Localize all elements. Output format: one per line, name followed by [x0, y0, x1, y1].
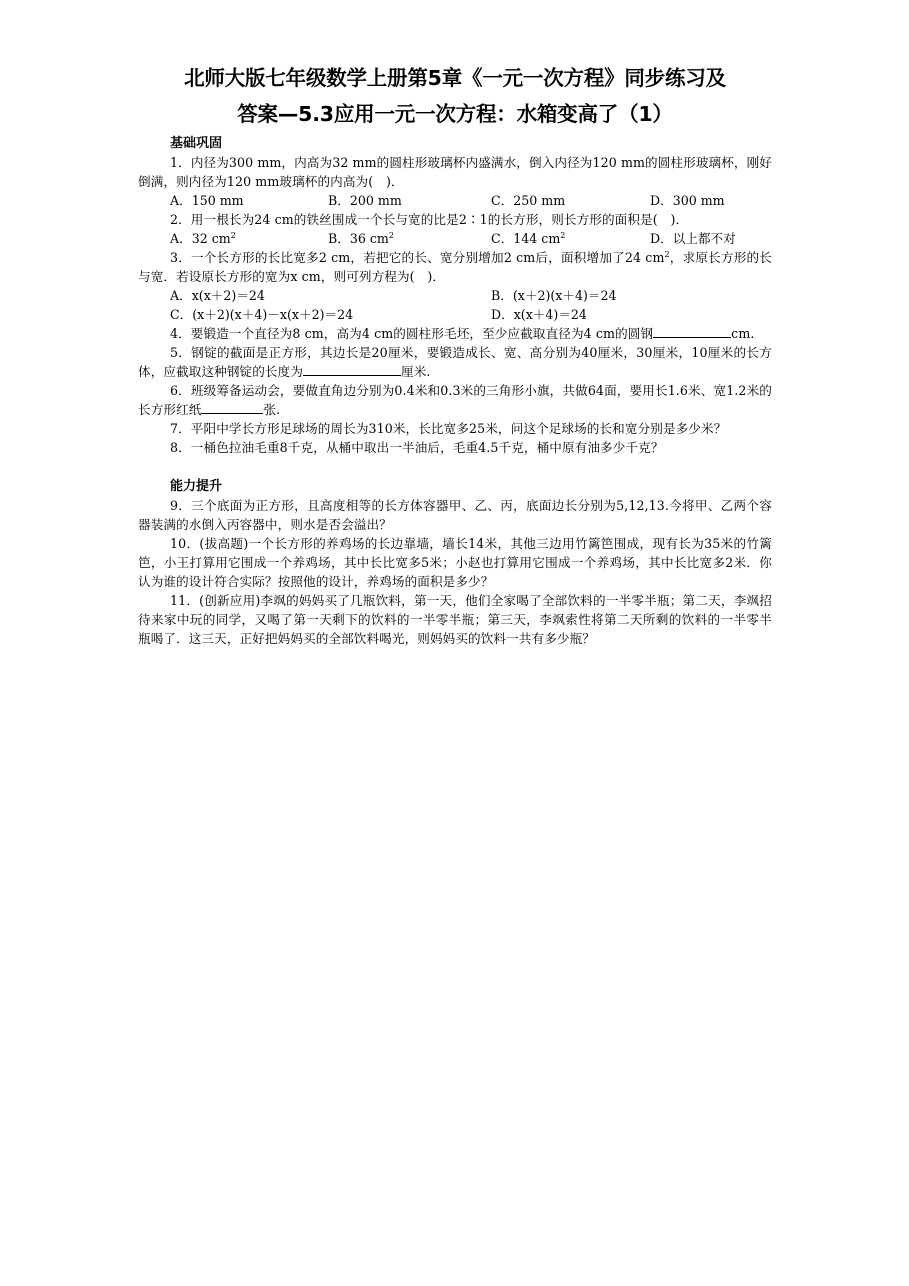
question-3-option-d: D．x(x＋4)＝24 — [491, 307, 587, 322]
question-1: 1．内径为300 mm，内高为32 mm的圆柱形玻璃杯内盛满水，倒入内径为120 mm的圆柱形玻璃杯，刚好倒满，则内径为120 mm玻璃杯的内高为( )． — [138, 155, 772, 189]
question-8: 8．一桶色拉油毛重8千克，从桶中取出一半油后，毛重4.5千克，桶中原有油多少千克？ — [170, 440, 664, 455]
answer-blank[interactable] — [653, 324, 731, 338]
answer-blank[interactable] — [201, 400, 263, 414]
question-2-option-a: A．32 $cm^2$ — [170, 230, 236, 246]
question-2-option-c: C．144 $cm^2$ — [491, 230, 566, 246]
question-3-option-a: A．x(x＋2)＝24 — [170, 288, 265, 303]
question-1-options — [138, 191, 772, 210]
answer-blank[interactable] — [303, 362, 401, 376]
question-1-option-c: C．250 mm — [491, 193, 566, 208]
question-1-option-a: A．150 mm — [170, 193, 244, 208]
question-3-option-c: C．(x＋2)(x＋4)－x(x＋2)＝24 — [170, 307, 354, 322]
question-2-options — [138, 229, 772, 248]
question-3-option-b: B．(x＋2)(x＋4)＝24 — [491, 288, 617, 303]
question-4: 4．要锻造一个直径为8 cm，高为4 cm的圆柱形毛坯，至少应截取直径为4 cm的圆钢 cm. — [170, 326, 755, 341]
section-heading-advanced: 能力提升 — [170, 479, 223, 494]
document-title-line-2: 答案—5.3应用一元一次方程：水箱变高了（1） — [237, 102, 673, 126]
question-7: 7．平阳中学长方形足球场的周长为310米，长比宽多25米，问这个足球场的长和宽分别是多少米？ — [170, 421, 727, 436]
question-1-option-d: D．300 mm — [650, 193, 725, 208]
question-2-option-d: D．以上都不对 — [650, 231, 736, 246]
question-6: 6．班级筹备运动会，要做直角边分别为0.4米和0.3米的三角形小旗，共做64面，要用长1.6米、宽1.2米的长方形红纸 张. — [138, 383, 772, 417]
document-title-line-1: 北师大版七年级数学上册第5章《一元一次方程》同步练习及 — [184, 66, 726, 90]
section-heading-basic: 基础巩固 — [170, 136, 223, 151]
question-2: 2．用一根长为24 cm的铁丝围成一个长与宽的比是2∶1的长方形，则长方形的面积是( )． — [170, 212, 689, 227]
question-10: 10．(拔高题)一个长方形的养鸡场的长边靠墙，墙长14米，其他三边用竹篱笆围成，现有长为35米的竹篱笆，小王打算用它围成一个养鸡场，其中长比宽多5米；小赵也打算用它围成一个养鸡场，其中长比宽多2米．你认为谁的设计符合实际？按照他的设计，养鸡场的面积是多少？ — [138, 536, 772, 589]
document-page — [138, 60, 772, 648]
question-2-option-b: B．36 $cm^2$ — [328, 230, 394, 246]
question-5: 5．钢锭的截面是正方形，其边长是20厘米，要锻造成长、宽、高分别为40厘米，30厘米，10厘米的长方体，应截取这种钢锭的长度为 厘米. — [138, 345, 772, 379]
question-9: 9．三个底面为正方形，且高度相等的长方体容器甲、乙、丙，底面边长分别为5,12,13.今将甲、乙两个容器装满的水倒入丙容器中，则水是否会溢出？ — [138, 498, 772, 532]
question-1-option-b: B．200 mm — [328, 193, 402, 208]
question-3-options-row-1 — [138, 286, 772, 305]
question-3: 3．一个长方形的长比宽多2 cm，若把它的长、宽分别增加2 cm后，面积增加了24 $cm^2$，求原长方形的长与宽．若设原长方形的宽为x cm，则可列方程为( )． — [138, 249, 772, 284]
question-3-options-row-2 — [138, 305, 772, 324]
question-11: 11．(创新应用)李飒的妈妈买了几瓶饮料，第一天，他们全家喝了全部饮料的一半零半瓶；第二天，李飒招待来家中玩的同学，又喝了第一天剩下的饮料的一半零半瓶；第三天，李飒索性将第二天所剩的饮料的一半零半瓶喝了．这三天，正好把妈妈买的全部饮料喝光，则妈妈买的饮料一共有多少瓶？ — [138, 593, 772, 646]
